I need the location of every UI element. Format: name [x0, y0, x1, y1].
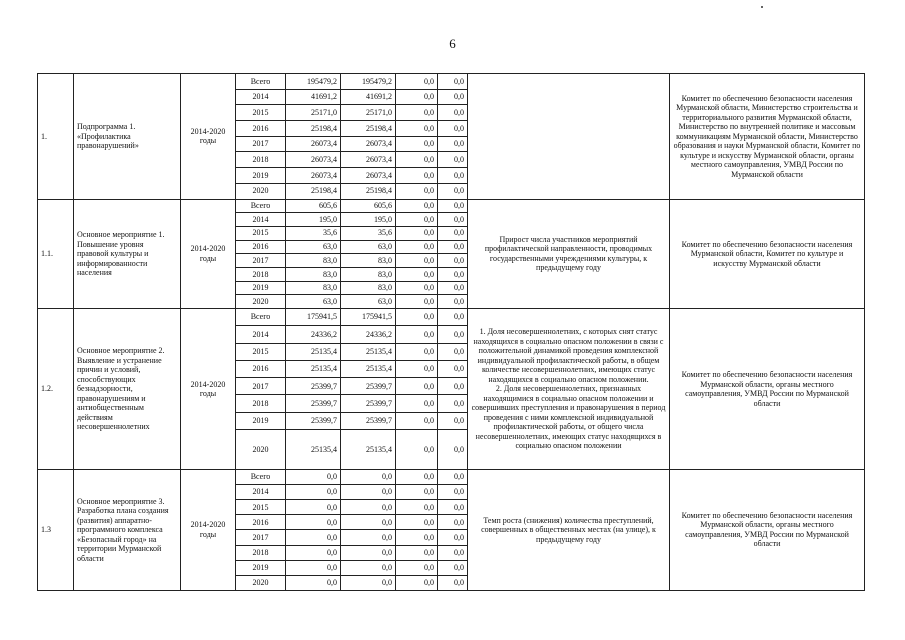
year-cell: 2016 — [236, 360, 286, 377]
other-sources-cell: 0,0 — [438, 168, 468, 184]
total-cell: 0,0 — [286, 515, 341, 530]
federal-budget-cell: 0,0 — [396, 500, 438, 515]
other-sources-cell: 0,0 — [438, 295, 468, 309]
regional-budget-cell: 26073,4 — [341, 168, 396, 184]
federal-budget-cell: 0,0 — [396, 136, 438, 152]
regional-budget-cell: 25135,4 — [341, 360, 396, 377]
total-cell: 25135,4 — [286, 343, 341, 360]
regional-budget-cell: 25399,7 — [341, 395, 396, 412]
total-cell: 25399,7 — [286, 378, 341, 395]
other-sources-cell: 0,0 — [438, 254, 468, 268]
regional-budget-cell: 195479,2 — [341, 74, 396, 90]
indicator-text: Темп роста (снижения) количества преступлений, совершенных в общественных местах (на улице), к предыдущему году — [481, 515, 656, 544]
total-cell: 0,0 — [286, 560, 341, 575]
total-cell: 41691,2 — [286, 89, 341, 105]
federal-budget-cell: 0,0 — [396, 378, 438, 395]
total-cell: 0,0 — [286, 575, 341, 590]
measure-name: Основное мероприятие 3. Разработка плана создания (развития) аппаратно-программного комплекса «Безопасный город» на территории Мурманской области — [74, 470, 181, 591]
year-cell: 2020 — [236, 575, 286, 590]
total-cell: 25135,4 — [286, 430, 341, 470]
year-cell: Всего — [236, 309, 286, 326]
regional-budget-cell: 63,0 — [341, 295, 396, 309]
federal-budget-cell: 0,0 — [396, 254, 438, 268]
regional-budget-cell: 25198,4 — [341, 121, 396, 137]
year-cell: 2019 — [236, 412, 286, 429]
year-cell: 2019 — [236, 281, 286, 295]
regional-budget-cell: 41691,2 — [341, 89, 396, 105]
federal-budget-cell: 0,0 — [396, 267, 438, 281]
other-sources-cell: 0,0 — [438, 213, 468, 227]
table-row — [38, 309, 865, 326]
total-cell: 26073,4 — [286, 168, 341, 184]
other-sources-cell: 0,0 — [438, 470, 468, 485]
total-cell: 25198,4 — [286, 121, 341, 137]
total-cell: 24336,2 — [286, 326, 341, 343]
indicator-text: 2. Доля несовершеннолетних, признанных находящимися в социально опасном положении и совершивших преступления и правонарушения в период проведения с ними комплексной индивидуальной профилактической работы, от общего числа несовершеннолетних, имеющих статус находящихся в социально опасном положении — [471, 384, 666, 451]
year-cell: 2015 — [236, 500, 286, 515]
other-sources-cell: 0,0 — [438, 500, 468, 515]
total-cell: 26073,4 — [286, 152, 341, 168]
table-row — [38, 74, 865, 90]
indicator-text: 1. Доля несовершеннолетних, с которых снят статус находящихся в социально опасном положении в связи с положительной динамикой проведения комплексной индивидуальной профилактической работы, в общем количестве несовершеннолетних, имеющих статус находящихся в социально опасном положении. — [473, 327, 664, 384]
other-sources-cell: 0,0 — [438, 136, 468, 152]
federal-budget-cell: 0,0 — [396, 105, 438, 121]
implementation-period: 2014-2020 годы — [181, 74, 236, 200]
executors-cell: Комитет по обеспечению безопасности населения Мурманской области, органы местного самоуправления, УМВД России по Мурманской области — [670, 470, 865, 591]
program-table — [37, 73, 865, 591]
measure-name: Подпрограмма 1. «Профилактика правонарушений» — [74, 74, 181, 200]
year-cell: 2018 — [236, 545, 286, 560]
year-cell: 2018 — [236, 152, 286, 168]
regional-budget-cell: 26073,4 — [341, 136, 396, 152]
total-cell: 63,0 — [286, 240, 341, 254]
implementation-period: 2014-2020 годы — [181, 470, 236, 591]
executors-cell: Комитет по обеспечению безопасности населения Мурманской области, Комитет по культуре и искусству Мурманской области — [670, 199, 865, 309]
total-cell: 25399,7 — [286, 412, 341, 429]
year-cell: 2020 — [236, 183, 286, 199]
row-number: 1.3 — [38, 470, 74, 591]
federal-budget-cell: 0,0 — [396, 395, 438, 412]
year-cell: 2018 — [236, 267, 286, 281]
regional-budget-cell: 605,6 — [341, 199, 396, 213]
implementation-period: 2014-2020 годы — [181, 199, 236, 309]
federal-budget-cell: 0,0 — [396, 89, 438, 105]
federal-budget-cell: 0,0 — [396, 295, 438, 309]
row-number: 1.2. — [38, 309, 74, 470]
year-cell: 2015 — [236, 105, 286, 121]
regional-budget-cell: 0,0 — [341, 545, 396, 560]
federal-budget-cell: 0,0 — [396, 281, 438, 295]
other-sources-cell: 0,0 — [438, 545, 468, 560]
federal-budget-cell: 0,0 — [396, 152, 438, 168]
year-cell: 2016 — [236, 240, 286, 254]
regional-budget-cell: 25198,4 — [341, 183, 396, 199]
implementation-period: 2014-2020 годы — [181, 309, 236, 470]
executors-cell: Комитет по обеспечению безопасности населения Мурманской области, органы местного самоуправления, УМВД России по Мурманской области — [670, 309, 865, 470]
year-cell: 2014 — [236, 485, 286, 500]
federal-budget-cell: 0,0 — [396, 326, 438, 343]
regional-budget-cell: 0,0 — [341, 530, 396, 545]
federal-budget-cell: 0,0 — [396, 121, 438, 137]
federal-budget-cell: 0,0 — [396, 412, 438, 429]
regional-budget-cell: 0,0 — [341, 560, 396, 575]
regional-budget-cell: 25135,4 — [341, 343, 396, 360]
total-cell: 25135,4 — [286, 360, 341, 377]
total-cell: 0,0 — [286, 470, 341, 485]
total-cell: 0,0 — [286, 485, 341, 500]
year-cell: Всего — [236, 470, 286, 485]
total-cell: 63,0 — [286, 295, 341, 309]
other-sources-cell: 0,0 — [438, 560, 468, 575]
federal-budget-cell: 0,0 — [396, 530, 438, 545]
other-sources-cell: 0,0 — [438, 575, 468, 590]
total-cell: 0,0 — [286, 530, 341, 545]
regional-budget-cell: 0,0 — [341, 500, 396, 515]
total-cell: 195,0 — [286, 213, 341, 227]
total-cell: 0,0 — [286, 545, 341, 560]
federal-budget-cell: 0,0 — [396, 560, 438, 575]
measure-name: Основное мероприятие 1. Повышение уровня правовой культуры и информированности населения — [74, 199, 181, 309]
page-number: 6 — [449, 36, 456, 51]
other-sources-cell: 0,0 — [438, 183, 468, 199]
federal-budget-cell: 0,0 — [396, 575, 438, 590]
measure-name: Основное мероприятие 2. Выявление и устранение причин и условий, способствующих безнадзорности, правонарушениям и антиобщественным действиям несовершеннолетних — [74, 309, 181, 470]
federal-budget-cell: 0,0 — [396, 183, 438, 199]
federal-budget-cell: 0,0 — [396, 515, 438, 530]
year-cell: 2014 — [236, 326, 286, 343]
other-sources-cell: 0,0 — [438, 89, 468, 105]
scan-speck — [761, 6, 763, 8]
year-cell: Всего — [236, 74, 286, 90]
federal-budget-cell: 0,0 — [396, 309, 438, 326]
total-cell: 195479,2 — [286, 74, 341, 90]
other-sources-cell: 0,0 — [438, 412, 468, 429]
other-sources-cell: 0,0 — [438, 530, 468, 545]
total-cell: 25399,7 — [286, 395, 341, 412]
federal-budget-cell: 0,0 — [396, 74, 438, 90]
regional-budget-cell: 25399,7 — [341, 378, 396, 395]
table-row — [38, 470, 865, 485]
year-cell: 2019 — [236, 168, 286, 184]
federal-budget-cell: 0,0 — [396, 485, 438, 500]
indicator-cell — [468, 470, 670, 591]
regional-budget-cell: 35,6 — [341, 226, 396, 240]
total-cell: 605,6 — [286, 199, 341, 213]
year-cell: 2017 — [236, 378, 286, 395]
regional-budget-cell: 0,0 — [341, 485, 396, 500]
row-number: 1. — [38, 74, 74, 200]
federal-budget-cell: 0,0 — [396, 343, 438, 360]
row-number: 1.1. — [38, 199, 74, 309]
other-sources-cell: 0,0 — [438, 343, 468, 360]
year-cell: 2016 — [236, 121, 286, 137]
year-cell: 2015 — [236, 343, 286, 360]
year-cell: 2020 — [236, 430, 286, 470]
federal-budget-cell: 0,0 — [396, 360, 438, 377]
regional-budget-cell: 25135,4 — [341, 430, 396, 470]
year-cell: 2014 — [236, 89, 286, 105]
federal-budget-cell: 0,0 — [396, 226, 438, 240]
regional-budget-cell: 83,0 — [341, 267, 396, 281]
other-sources-cell: 0,0 — [438, 395, 468, 412]
indicator-cell — [468, 199, 670, 309]
other-sources-cell: 0,0 — [438, 430, 468, 470]
year-cell: 2015 — [236, 226, 286, 240]
table-row — [38, 199, 865, 213]
year-cell: 2016 — [236, 515, 286, 530]
other-sources-cell: 0,0 — [438, 226, 468, 240]
total-cell: 83,0 — [286, 267, 341, 281]
regional-budget-cell: 63,0 — [341, 240, 396, 254]
total-cell: 35,6 — [286, 226, 341, 240]
regional-budget-cell: 25171,0 — [341, 105, 396, 121]
year-cell: 2017 — [236, 136, 286, 152]
other-sources-cell: 0,0 — [438, 240, 468, 254]
total-cell: 25171,0 — [286, 105, 341, 121]
federal-budget-cell: 0,0 — [396, 168, 438, 184]
federal-budget-cell: 0,0 — [396, 213, 438, 227]
federal-budget-cell: 0,0 — [396, 430, 438, 470]
indicator-cell — [468, 309, 670, 470]
total-cell: 25198,4 — [286, 183, 341, 199]
regional-budget-cell: 175941,5 — [341, 309, 396, 326]
federal-budget-cell: 0,0 — [396, 545, 438, 560]
total-cell: 26073,4 — [286, 136, 341, 152]
regional-budget-cell: 195,0 — [341, 213, 396, 227]
total-cell: 83,0 — [286, 281, 341, 295]
other-sources-cell: 0,0 — [438, 281, 468, 295]
regional-budget-cell: 26073,4 — [341, 152, 396, 168]
year-cell: 2017 — [236, 530, 286, 545]
executors-cell: Комитет по обеспечению безопасности населения Мурманской области, Министерство строительства и территориального развития Мурманской области, Министерство по внутренней политике и массовым коммуникациям Мурманской области, Министерство образования и науки Мурманской области, Комитет по культуре и искусству Мурманской области, органы местного самоуправления, УМВД России по Мурманской области — [670, 74, 865, 200]
regional-budget-cell: 83,0 — [341, 281, 396, 295]
federal-budget-cell: 0,0 — [396, 470, 438, 485]
other-sources-cell: 0,0 — [438, 267, 468, 281]
other-sources-cell: 0,0 — [438, 74, 468, 90]
regional-budget-cell: 0,0 — [341, 515, 396, 530]
other-sources-cell: 0,0 — [438, 152, 468, 168]
other-sources-cell: 0,0 — [438, 326, 468, 343]
federal-budget-cell: 0,0 — [396, 199, 438, 213]
year-cell: 2019 — [236, 560, 286, 575]
total-cell: 0,0 — [286, 500, 341, 515]
total-cell: 175941,5 — [286, 309, 341, 326]
year-cell: 2018 — [236, 395, 286, 412]
other-sources-cell: 0,0 — [438, 515, 468, 530]
indicator-text: Прирост числа участников мероприятий профилактической направленности, проводимых государственными учреждениями культуры, к предыдущему году — [484, 234, 653, 273]
other-sources-cell: 0,0 — [438, 105, 468, 121]
regional-budget-cell: 25399,7 — [341, 412, 396, 429]
indicator-cell — [468, 74, 670, 200]
year-cell: Всего — [236, 199, 286, 213]
regional-budget-cell: 24336,2 — [341, 326, 396, 343]
year-cell: 2020 — [236, 295, 286, 309]
regional-budget-cell: 0,0 — [341, 470, 396, 485]
year-cell: 2014 — [236, 213, 286, 227]
regional-budget-cell: 0,0 — [341, 575, 396, 590]
federal-budget-cell: 0,0 — [396, 240, 438, 254]
other-sources-cell: 0,0 — [438, 378, 468, 395]
other-sources-cell: 0,0 — [438, 360, 468, 377]
other-sources-cell: 0,0 — [438, 309, 468, 326]
other-sources-cell: 0,0 — [438, 121, 468, 137]
regional-budget-cell: 83,0 — [341, 254, 396, 268]
other-sources-cell: 0,0 — [438, 485, 468, 500]
other-sources-cell: 0,0 — [438, 199, 468, 213]
year-cell: 2017 — [236, 254, 286, 268]
total-cell: 83,0 — [286, 254, 341, 268]
